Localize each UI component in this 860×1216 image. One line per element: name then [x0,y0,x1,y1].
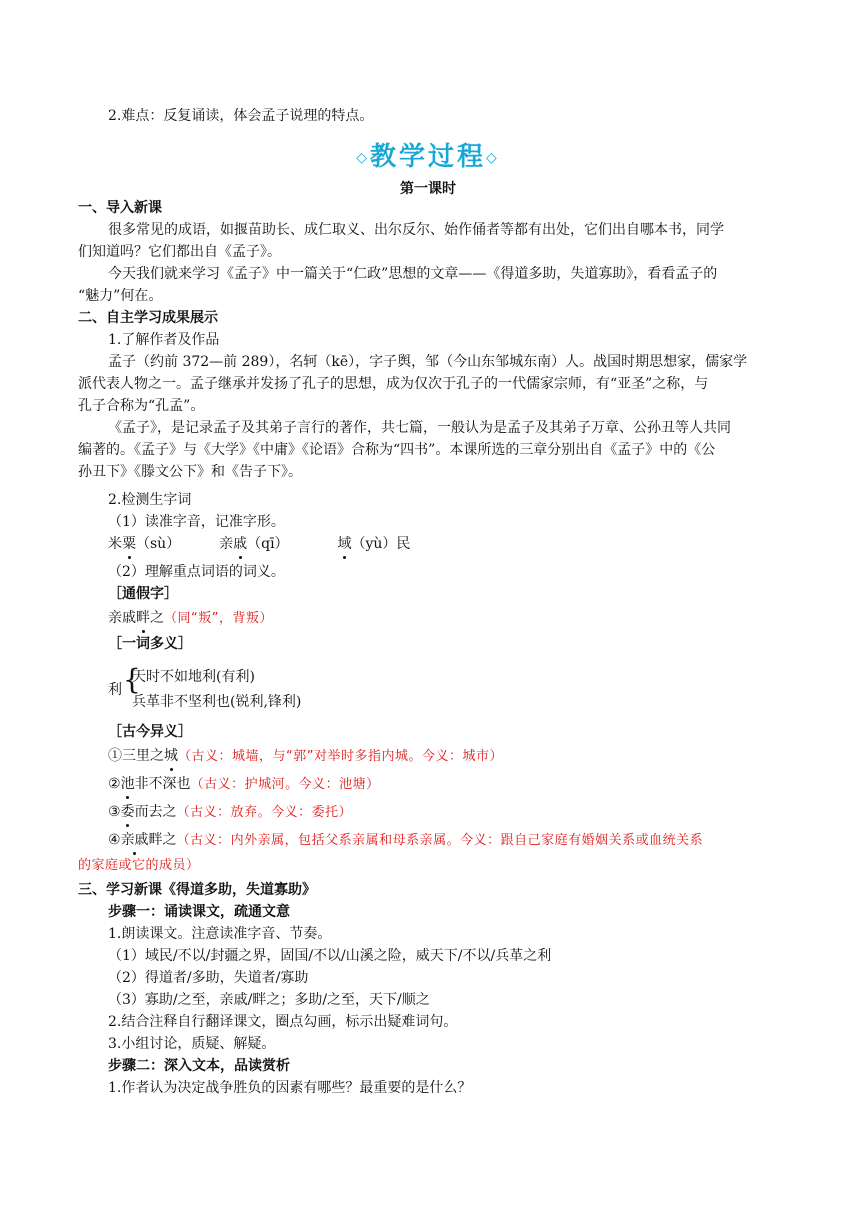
vocab-word: 米 [108,536,122,552]
paragraph-line: 派代表人物之一。孟子继承并发扬了孔子的思想，成为仅次于孔子的一代儒家宗师，有“亚圣”之称，与 [78,376,709,392]
example-text: ② [108,776,121,792]
heading-new-lesson: 三、学习新课《得道多助，失道寡助》 [78,882,316,898]
paragraph-line: 孔子合称为“孔孟”。 [78,398,205,414]
annotation-text: （古义：放弃。今义：委托） [176,805,353,820]
example-text: ①三里之 [108,748,164,764]
example-dotted: 池 [120,776,135,792]
step-heading: 步骤一：诵读课文，疏通文意 [108,904,290,920]
example-dotted: 委 [120,804,135,820]
subheading-ancient-modern: ［古今异义］ [108,724,192,740]
vocab-word-dotted: 域 [337,536,352,552]
annotation-text: （古义：内外亲属，包括父系亲属和母系亲属。今义：跟自己家庭有婚姻关系或血统关系 [176,833,704,848]
example-text: ④ [108,832,121,848]
vocab-pinyin: （qī） [247,536,289,552]
step-line: 3.小组讨论，质疑、解疑。 [108,1036,276,1052]
paragraph-line: “魅力”何在。 [78,288,163,304]
tongjia-text: 亲戚 [108,610,136,626]
step-line: （3）寡助/之至，亲戚/畔之；多助/之至，天下/顺之 [108,992,430,1008]
item-line: （1）读准字音，记准字形。 [108,514,285,530]
example-text: ③ [108,804,121,820]
paragraph-line: 孟子（约前 372—前 289），名轲（kē），字子舆，邹（今山东邹城东南）人。战国时期思想家，儒家学 [108,354,748,370]
step-line: （2）得道者/多助，失道者/寡助 [108,970,309,986]
diamond-icon: ◇ [356,150,370,166]
step-heading: 步骤二：深入文本，品读赏析 [108,1058,290,1074]
vocab-pinyin: （yù）民 [351,536,411,552]
example-dotted: 亲戚 [120,832,149,848]
ancient-modern-row [78,802,352,823]
section-title-text: 教学过程 [369,142,486,172]
ancient-modern-row [78,830,703,851]
step-line: 2.结合注释自行翻译课文，圈点勾画，标示出疑难词句。 [108,1014,458,1030]
vocab-pinyin: （sù） [136,536,181,552]
item-line: 1.了解作者及作品 [108,332,220,348]
ancient-modern-row [78,746,503,767]
annotation-text: 的家庭或它的成员） [78,858,200,873]
tongjia-text: 之 [150,610,164,626]
ancient-modern-row [78,774,380,795]
annotation-text: （同“叛”，背叛） [164,611,273,626]
paragraph-line: 很多常见的成语，如揠苗助长、成仁取义、出尔反尔、始作俑者等都有出处，它们出自哪本书，同学 [108,222,724,238]
tongjia-dotted: 畔 [136,610,150,626]
example-text: 非不深也 [134,776,191,792]
vocab-row [78,534,410,554]
item-line: 2.检测生字词 [108,492,192,508]
step-line: 1.朗读课文。注意读准字音、节奏。 [108,926,332,942]
subheading-polysemy: ［一词多义］ [108,636,192,652]
paragraph-line: 们知道吗？它们都出自《孟子》。 [78,244,281,260]
paragraph-line: 编著的。《孟子》与《大学》《中庸》《论语》合称为“四书”。本课所选的三章分别出自《孟子》中的《公 [78,442,716,458]
vocab-word-dotted: 粟 [122,536,136,552]
vocab-word-dotted: 戚 [233,536,248,552]
step-line: 1.作者认为决定战争胜负的因素有哪些？最重要的是什么？ [108,1080,472,1096]
polysemy-char: 利 [108,682,122,698]
brace-icon: { [123,663,141,696]
example-text: 畔之 [148,832,177,848]
annotation-text: （古义：城墙，与“郭”对举时多指内城。今义：城市） [178,749,503,764]
item-line: （2）理解重点词语的词义。 [108,564,285,580]
tongjia-row [78,608,273,629]
diamond-icon: ◇ [486,150,500,166]
heading-self-study: 二、自主学习成果展示 [78,310,218,326]
step-line: （1）域民/不以/封疆之界，固国/不以/山溪之险，威天下/不以/兵革之利 [108,948,552,964]
polysemy-sense: 天时不如地利(有利) [132,669,255,685]
paragraph-line: 今天我们就来学习《孟子》中一篇关于“仁政”思想的文章——《得道多助，失道寡助》，看看孟子的 [108,266,718,282]
subheading-tongjia: ［通假字］ [108,586,178,602]
example-text: 而去之 [134,804,177,820]
vocab-word: 亲 [219,536,234,552]
example-dotted: 城 [164,748,178,764]
heading-intro: 一、导入新课 [78,200,162,216]
difficulty-line: 2.难点：反复诵读，体会孟子说理的特点。 [108,108,374,124]
paragraph-line: 孙丑下》《滕文公下》和《告子下》。 [78,464,302,480]
annotation-text: （古义：护城河。今义：池塘） [190,777,380,792]
lesson-heading: 第一课时 [400,181,456,197]
paragraph-line: 《孟子》，是记录孟子及其弟子言行的著作，共七篇，一般认为是孟子及其弟子万章、公孙丑等人共同 [108,420,731,436]
section-title [78,136,778,173]
polysemy-sense: 兵革非不坚利也(锐利,锋利) [132,694,302,710]
